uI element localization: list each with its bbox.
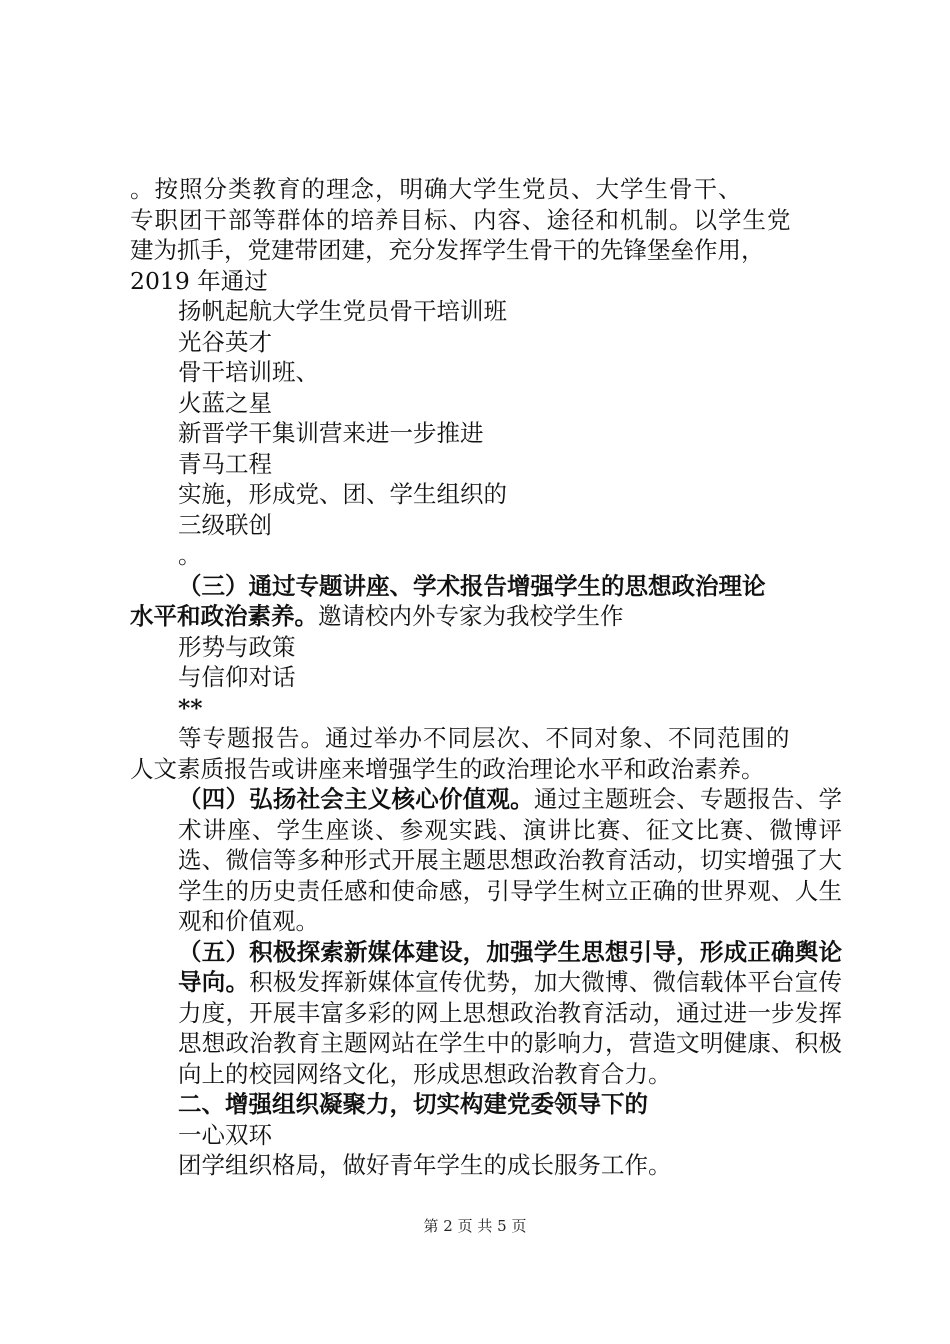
list-item: 形势与政策 [178, 632, 296, 661]
list-item: 。 [178, 541, 202, 569]
section-heading-3-end: 水平和政治素养。 [130, 602, 318, 630]
section-heading-4: （四）弘扬社会主义核心价值观。 [178, 785, 534, 813]
list-item: 骨干培训班、 [178, 358, 319, 386]
body-text [130, 174, 842, 1181]
list-item: 一心双环 [178, 1120, 272, 1149]
paragraph-line: 专职团干部等群体的培养目标、内容、途径和机制。以学生党 [130, 205, 792, 234]
list-item: 与信仰对话 [178, 663, 296, 691]
paragraph-line: 建为抓手，党建带团建，充分发挥学生骨干的先锋堡垒作用， [130, 236, 765, 264]
paragraph-line: 。按照分类教育的理念，明确大学生党员、大学生骨干、 [130, 175, 743, 203]
paragraph-line: 等专题报告。通过举办不同层次、不同对象、不同范围的 [178, 724, 791, 752]
page-number: 第 2 页 共 5 页 [423, 1217, 527, 1235]
list-item: 三级联创 [178, 510, 272, 539]
section-heading-2: 二、增强组织凝聚力，切实构建党委领导下的 [178, 1090, 648, 1118]
section-5-text: 积极发挥新媒体宣传优势，加大微博、微信载体平台宣传力度，开展丰富多彩的网上思想政治教育活动，通过进一步发挥思想政治教育主题网站在学生中的影响力，营造文明健康、积极向上的校园网络文化，形成思想政治教育合力。 [178, 968, 842, 1088]
list-item: 火蓝之星 [178, 388, 272, 417]
paragraph-line: 人文素质报告或讲座来增强学生的政治理论水平和政治素养。 [130, 754, 765, 783]
section-heading-3: （三）通过专题讲座、学术报告增强学生的思想政治理论 [178, 571, 766, 600]
list-item: 光谷英才 [178, 327, 272, 356]
list-item: 青马工程 [178, 449, 272, 478]
section-4-paragraph [130, 784, 842, 937]
section-3-text: 邀请校内外专家为我校学生作 [318, 602, 624, 630]
section-5-paragraph [130, 937, 842, 1090]
paragraph-line [130, 601, 842, 632]
list-item: 实施，形成党、团、学生组织的 [178, 480, 507, 508]
list-item: 新晋学干集训营来进一步推进 [178, 419, 484, 447]
paragraph-line: 2019 年通过 [130, 266, 268, 295]
section-heading-5: （五）积极探索新媒体建设，加强学生思想引导，形成正确舆论导向。 [178, 937, 842, 996]
list-item: ** [178, 693, 203, 722]
paragraph-line: 团学组织格局，做好青年学生的成长服务工作。 [178, 1151, 672, 1179]
section-4-text: 通过主题班会、专题报告、学术讲座、学生座谈、参观实践、演讲比赛、征文比赛、微博评选、微信等多种形式开展主题思想政治教育活动，切实增强了大学生的历史责任感和使命感，引导学生树立正确的世界观、人生观和价值观。 [178, 785, 842, 935]
list-item: 扬帆起航大学生党员骨干培训班 [178, 297, 507, 325]
